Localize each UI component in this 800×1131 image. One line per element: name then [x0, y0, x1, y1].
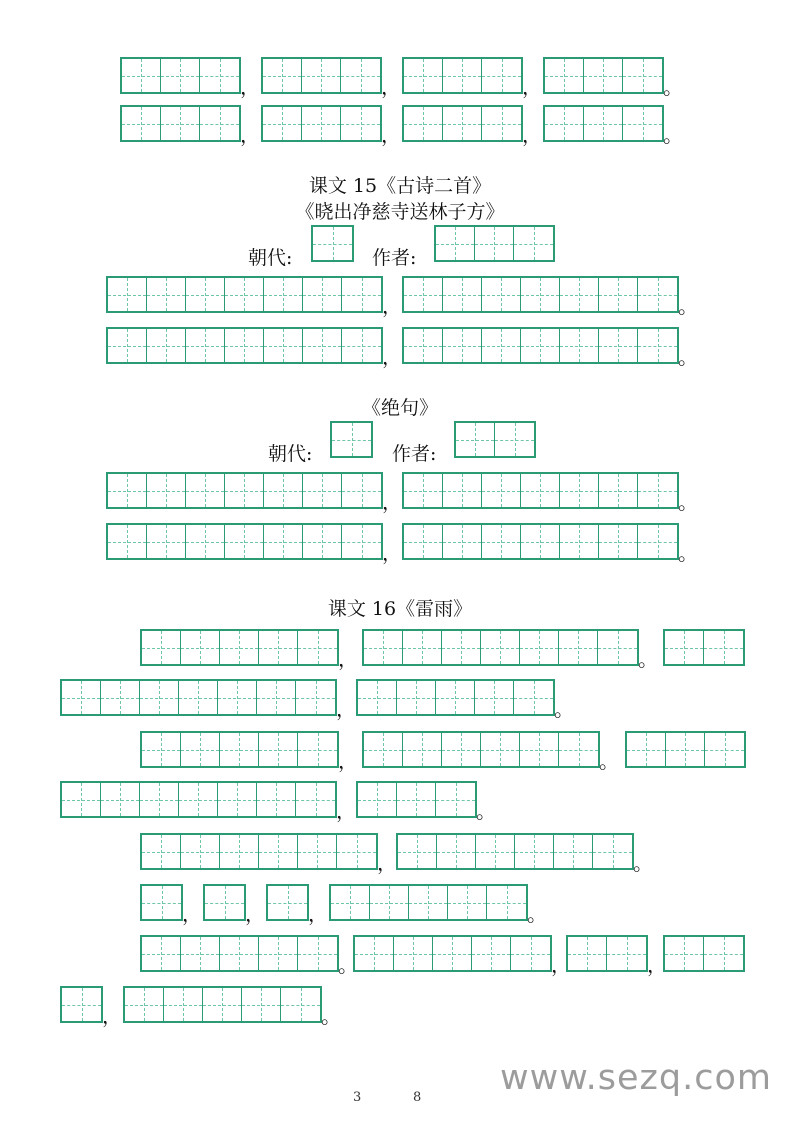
grid-cell[interactable] [404, 525, 443, 558]
writing-grid[interactable] [106, 472, 383, 509]
grid-cell[interactable] [296, 783, 335, 816]
period-mark: 。 [554, 697, 574, 721]
grid-cell[interactable] [397, 681, 436, 714]
grid-cell[interactable] [554, 835, 593, 868]
grid-cell[interactable] [481, 631, 520, 664]
lesson-16-title: 课文 16《雷雨》 [327, 598, 473, 620]
grid-cell[interactable] [341, 59, 380, 92]
grid-cell[interactable] [514, 681, 553, 714]
grid-cell[interactable] [584, 107, 623, 140]
comma-mark: ， [308, 902, 328, 926]
writing-grid[interactable] [396, 833, 634, 870]
writing-grid[interactable] [60, 679, 337, 716]
grid-cell[interactable] [364, 631, 403, 664]
grid-cell[interactable] [456, 423, 495, 456]
grid-cell[interactable] [101, 681, 140, 714]
grid-cell[interactable] [298, 835, 337, 868]
writing-grid[interactable] [120, 105, 241, 142]
period-mark: 。 [663, 75, 683, 99]
grid-cell[interactable] [443, 107, 482, 140]
comma-mark: ， [382, 345, 402, 369]
grid-cell[interactable] [442, 733, 481, 766]
grid-cell[interactable] [443, 59, 482, 92]
writing-grid[interactable] [356, 781, 477, 818]
writing-grid[interactable] [663, 629, 745, 666]
grid-cell[interactable] [125, 988, 164, 1021]
grid-cell[interactable] [433, 937, 472, 970]
grid-cell[interactable] [257, 783, 296, 816]
period-mark: 。 [476, 799, 496, 823]
grid-cell[interactable] [436, 227, 475, 260]
grid-cell[interactable] [475, 681, 514, 714]
writing-grid[interactable] [140, 833, 378, 870]
comma-mark: ， [240, 75, 260, 99]
grid-cell[interactable] [331, 886, 370, 919]
grid-cell[interactable] [298, 631, 337, 664]
comma-mark: ， [382, 490, 402, 514]
grid-cell[interactable] [337, 835, 376, 868]
grid-cell[interactable] [302, 59, 341, 92]
writing-grid[interactable] [402, 105, 523, 142]
grid-cell[interactable] [342, 278, 381, 311]
grid-cell[interactable] [481, 733, 520, 766]
grid-cell[interactable] [181, 835, 220, 868]
grid-cell[interactable] [225, 278, 264, 311]
grid-cell[interactable] [358, 681, 397, 714]
period-mark: 。 [663, 123, 683, 147]
grid-cell[interactable] [397, 783, 436, 816]
dynasty-grid[interactable] [311, 225, 354, 262]
poem-2-title: 《绝句》 [361, 397, 438, 419]
grid-cell[interactable] [147, 525, 186, 558]
grid-cell[interactable] [559, 631, 598, 664]
writing-grid[interactable] [120, 57, 241, 94]
grid-cell[interactable] [298, 937, 337, 970]
author-grid[interactable] [434, 225, 555, 262]
grid-cell[interactable] [263, 59, 302, 92]
writing-grid[interactable] [356, 679, 555, 716]
writing-grid[interactable] [566, 935, 648, 972]
grid-cell[interactable] [404, 329, 443, 362]
writing-grid[interactable] [402, 327, 679, 364]
grid-cell[interactable] [482, 107, 521, 140]
comma-mark: ， [336, 799, 356, 823]
grid-cell[interactable] [303, 525, 342, 558]
grid-cell[interactable] [623, 59, 662, 92]
grid-cell[interactable] [303, 278, 342, 311]
grid-cell[interactable] [404, 278, 443, 311]
grid-cell[interactable] [225, 329, 264, 362]
grid-cell[interactable] [200, 59, 239, 92]
period-mark: 。 [638, 647, 658, 671]
grid-cell[interactable] [560, 525, 599, 558]
grid-cell[interactable] [341, 107, 380, 140]
comma-mark: ， [647, 953, 667, 977]
grid-cell[interactable] [62, 681, 101, 714]
grid-cell[interactable] [705, 733, 744, 766]
grid-cell[interactable] [164, 988, 203, 1021]
grid-cell[interactable] [568, 937, 607, 970]
writing-grid[interactable] [543, 105, 664, 142]
dynasty-grid[interactable] [330, 421, 373, 458]
comma-mark: ， [382, 294, 402, 318]
comma-mark: ， [338, 647, 358, 671]
grid-cell[interactable] [443, 525, 482, 558]
watermark: www.sezq.com [500, 1058, 773, 1098]
grid-cell[interactable] [225, 525, 264, 558]
grid-cell[interactable] [584, 59, 623, 92]
grid-cell[interactable] [220, 937, 259, 970]
grid-cell[interactable] [436, 783, 475, 816]
grid-cell[interactable] [108, 329, 147, 362]
grid-cell[interactable] [242, 988, 281, 1021]
grid-cell[interactable] [161, 59, 200, 92]
grid-cell[interactable] [140, 681, 179, 714]
writing-grid[interactable] [402, 276, 679, 313]
grid-cell[interactable] [147, 278, 186, 311]
grid-cell[interactable] [220, 631, 259, 664]
grid-cell[interactable] [437, 835, 476, 868]
writing-grid[interactable] [362, 629, 639, 666]
grid-cell[interactable] [181, 937, 220, 970]
writing-grid[interactable] [60, 986, 103, 1023]
grid-cell[interactable] [342, 329, 381, 362]
grid-cell[interactable] [521, 278, 560, 311]
grid-cell[interactable] [142, 733, 181, 766]
grid-cell[interactable] [521, 329, 560, 362]
lesson-15-title: 课文 15《古诗二首》 [308, 175, 492, 197]
grid-cell[interactable] [599, 474, 638, 507]
writing-grid[interactable] [140, 935, 339, 972]
grid-cell[interactable] [599, 329, 638, 362]
grid-cell[interactable] [62, 988, 101, 1021]
grid-cell[interactable] [303, 474, 342, 507]
grid-cell[interactable] [545, 59, 584, 92]
grid-cell[interactable] [443, 329, 482, 362]
comma-mark: ， [381, 75, 401, 99]
grid-cell[interactable] [442, 631, 481, 664]
grid-cell[interactable] [342, 474, 381, 507]
writing-grid[interactable] [140, 731, 339, 768]
grid-cell[interactable] [259, 733, 298, 766]
writing-grid[interactable] [203, 884, 246, 921]
grid-cell[interactable] [665, 631, 704, 664]
grid-cell[interactable] [200, 107, 239, 140]
writing-grid[interactable] [140, 884, 183, 921]
grid-cell[interactable] [122, 59, 161, 92]
grid-cell[interactable] [704, 631, 743, 664]
grid-cell[interactable] [443, 474, 482, 507]
author-grid[interactable] [454, 421, 536, 458]
comma-mark: ， [522, 75, 542, 99]
writing-grid[interactable] [261, 105, 382, 142]
grid-cell[interactable] [394, 937, 433, 970]
grid-cell[interactable] [205, 886, 244, 919]
grid-cell[interactable] [62, 783, 101, 816]
comma-mark: ， [182, 902, 202, 926]
grid-cell[interactable] [264, 474, 303, 507]
period-mark: 。 [633, 851, 653, 875]
grid-cell[interactable] [108, 474, 147, 507]
grid-cell[interactable] [404, 474, 443, 507]
grid-cell[interactable] [404, 107, 443, 140]
grid-cell[interactable] [607, 937, 646, 970]
period-mark: 。 [338, 953, 358, 977]
grid-cell[interactable] [302, 107, 341, 140]
grid-cell[interactable] [545, 107, 584, 140]
dynasty-label: 朝代: [268, 443, 313, 465]
grid-cell[interactable] [495, 423, 534, 456]
grid-cell[interactable] [520, 631, 559, 664]
grid-cell[interactable] [482, 329, 521, 362]
grid-cell[interactable] [268, 886, 307, 919]
grid-cell[interactable] [264, 278, 303, 311]
grid-cell[interactable] [515, 835, 554, 868]
grid-cell[interactable] [560, 278, 599, 311]
grid-cell[interactable] [398, 835, 437, 868]
period-mark: 。 [678, 345, 698, 369]
comma-mark: ， [102, 1004, 122, 1028]
grid-cell[interactable] [296, 681, 335, 714]
grid-cell[interactable] [638, 329, 677, 362]
period-mark: 。 [678, 294, 698, 318]
author-label: 作者: [392, 443, 437, 465]
grid-cell[interactable] [181, 733, 220, 766]
period-mark: 。 [527, 902, 547, 926]
grid-cell[interactable] [218, 681, 257, 714]
period-mark: 。 [678, 541, 698, 565]
grid-cell[interactable] [666, 733, 705, 766]
grid-cell[interactable] [101, 783, 140, 816]
period-mark: 。 [599, 749, 619, 773]
grid-cell[interactable] [475, 227, 514, 260]
grid-cell[interactable] [186, 329, 225, 362]
grid-cell[interactable] [203, 988, 242, 1021]
writing-grid[interactable] [60, 781, 337, 818]
writing-grid[interactable] [329, 884, 528, 921]
writing-grid[interactable] [625, 731, 746, 768]
period-mark: 。 [678, 490, 698, 514]
grid-cell[interactable] [623, 107, 662, 140]
grid-cell[interactable] [186, 474, 225, 507]
grid-cell[interactable] [220, 835, 259, 868]
grid-cell[interactable] [259, 631, 298, 664]
grid-cell[interactable] [560, 329, 599, 362]
writing-grid[interactable] [353, 935, 552, 972]
grid-cell[interactable] [358, 783, 397, 816]
poem-1-title: 《晓出净慈寺送林子方》 [295, 201, 505, 223]
grid-cell[interactable] [147, 329, 186, 362]
grid-cell[interactable] [225, 474, 264, 507]
grid-cell[interactable] [257, 681, 296, 714]
grid-cell[interactable] [404, 59, 443, 92]
grid-cell[interactable] [364, 733, 403, 766]
grid-cell[interactable] [665, 937, 704, 970]
grid-cell[interactable] [599, 278, 638, 311]
author-label: 作者: [372, 247, 417, 269]
grid-cell[interactable] [263, 107, 302, 140]
comma-mark: ， [336, 697, 356, 721]
grid-cell[interactable] [142, 886, 181, 919]
writing-grid[interactable] [663, 935, 745, 972]
grid-cell[interactable] [443, 278, 482, 311]
writing-grid[interactable] [402, 523, 679, 560]
dynasty-label: 朝代: [248, 247, 293, 269]
writing-grid[interactable] [543, 57, 664, 94]
grid-cell[interactable] [355, 937, 394, 970]
grid-cell[interactable] [142, 631, 181, 664]
grid-cell[interactable] [482, 474, 521, 507]
grid-cell[interactable] [627, 733, 666, 766]
writing-grid[interactable] [266, 884, 309, 921]
grid-cell[interactable] [313, 227, 352, 260]
comma-mark: ， [551, 953, 571, 977]
grid-cell[interactable] [264, 525, 303, 558]
writing-grid[interactable] [123, 986, 322, 1023]
grid-cell[interactable] [487, 886, 526, 919]
grid-cell[interactable] [161, 107, 200, 140]
grid-cell[interactable] [179, 783, 218, 816]
grid-cell[interactable] [264, 329, 303, 362]
grid-cell[interactable] [108, 525, 147, 558]
grid-cell[interactable] [259, 937, 298, 970]
grid-cell[interactable] [303, 329, 342, 362]
comma-mark: ， [240, 123, 260, 147]
grid-cell[interactable] [181, 631, 220, 664]
grid-cell[interactable] [448, 886, 487, 919]
comma-mark: ， [381, 123, 401, 147]
writing-grid[interactable] [106, 276, 383, 313]
grid-cell[interactable] [482, 525, 521, 558]
page-number-current: 3 [353, 1090, 362, 1105]
grid-cell[interactable] [218, 783, 257, 816]
comma-mark: ， [522, 123, 542, 147]
writing-grid[interactable] [402, 57, 523, 94]
page-number-total: 8 [413, 1090, 422, 1105]
grid-cell[interactable] [220, 733, 259, 766]
grid-cell[interactable] [332, 423, 371, 456]
comma-mark: ， [377, 851, 397, 875]
grid-cell[interactable] [122, 107, 161, 140]
grid-cell[interactable] [511, 937, 550, 970]
grid-cell[interactable] [409, 886, 448, 919]
grid-cell[interactable] [521, 525, 560, 558]
grid-cell[interactable] [482, 278, 521, 311]
grid-cell[interactable] [559, 733, 598, 766]
grid-cell[interactable] [342, 525, 381, 558]
grid-cell[interactable] [142, 835, 181, 868]
writing-grid[interactable] [140, 629, 339, 666]
grid-cell[interactable] [638, 474, 677, 507]
grid-cell[interactable] [370, 886, 409, 919]
grid-cell[interactable] [598, 631, 637, 664]
comma-mark: ， [382, 541, 402, 565]
period-mark: 。 [321, 1004, 341, 1028]
grid-cell[interactable] [514, 227, 553, 260]
grid-cell[interactable] [281, 988, 320, 1021]
grid-cell[interactable] [186, 525, 225, 558]
grid-cell[interactable] [142, 937, 181, 970]
grid-cell[interactable] [179, 681, 218, 714]
grid-cell[interactable] [560, 474, 599, 507]
writing-grid[interactable] [362, 731, 600, 768]
grid-cell[interactable] [599, 525, 638, 558]
grid-cell[interactable] [638, 525, 677, 558]
grid-cell[interactable] [436, 681, 475, 714]
comma-mark: ， [338, 749, 358, 773]
grid-cell[interactable] [108, 278, 147, 311]
grid-cell[interactable] [704, 937, 743, 970]
grid-cell[interactable] [403, 733, 442, 766]
grid-cell[interactable] [403, 631, 442, 664]
grid-cell[interactable] [147, 474, 186, 507]
grid-cell[interactable] [521, 474, 560, 507]
writing-grid[interactable] [402, 472, 679, 509]
writing-grid[interactable] [106, 523, 383, 560]
writing-grid[interactable] [106, 327, 383, 364]
grid-cell[interactable] [259, 835, 298, 868]
grid-cell[interactable] [186, 278, 225, 311]
writing-grid[interactable] [261, 57, 382, 94]
grid-cell[interactable] [476, 835, 515, 868]
grid-cell[interactable] [593, 835, 632, 868]
grid-cell[interactable] [638, 278, 677, 311]
grid-cell[interactable] [482, 59, 521, 92]
comma-mark: ， [245, 902, 265, 926]
grid-cell[interactable] [298, 733, 337, 766]
grid-cell[interactable] [472, 937, 511, 970]
grid-cell[interactable] [140, 783, 179, 816]
grid-cell[interactable] [520, 733, 559, 766]
